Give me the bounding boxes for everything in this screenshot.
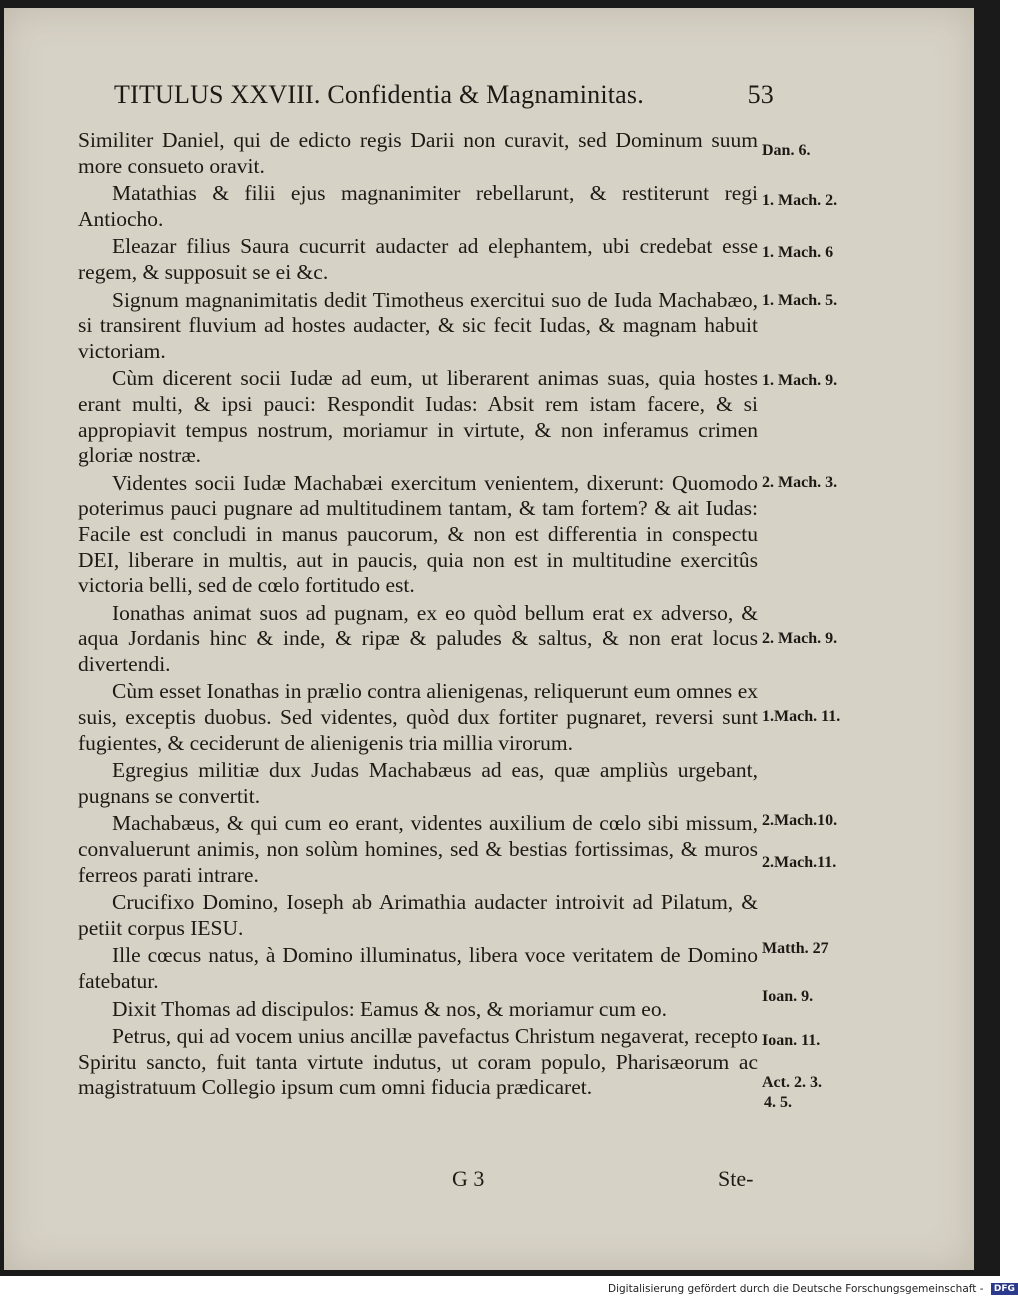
paragraph: Videntes socii Iudæ Machabæi exercitum venientem, dixerunt: Quomodo poterimus pauci pugnare ad multitudinem tantam, & tam fortem? & ait Iudas: Facile est concludi in manus paucorum, & non est differentia in conspectu DEI, liberare in multis, aut in paucis, quia non est in multitudine exercitûs victoria belli, sed de cœlo fortitudo est. <box>78 470 758 598</box>
paragraph: Ille cœcus natus, à Domino illuminatus, libera voce veritatem de Domino fatebatur. <box>78 943 758 993</box>
margin-ref: 2.Mach.10. <box>762 812 838 829</box>
running-head-title: TITULUS XXVIII. Confidentia & Magnaminitas. <box>114 80 644 109</box>
margin-ref: 1. Mach. 5. <box>762 292 838 309</box>
running-head <box>114 80 774 110</box>
page-number: 53 <box>747 80 774 109</box>
catchword: Ste- <box>718 1166 754 1191</box>
paragraph: Machabæus, & qui cum eo erant, videntes auxilium de cœlo sibi missum, convaluerunt animis, non solùm homines, sed & bestias fortissimas, & muros ferreos parati intrare. <box>78 811 758 887</box>
margin-ref: Matth. 27 <box>762 940 829 957</box>
margin-ref: Dan. 6. <box>762 142 811 159</box>
paragraph: Eleazar filius Saura cucurrit audacter ad elephantem, ubi credebat esse regem, & supposuit se ei &c. <box>78 234 758 284</box>
margin-ref: Act. 2. 3. <box>762 1074 822 1091</box>
margin-ref: 1. Mach. 9. <box>762 372 838 389</box>
digitization-credit <box>608 1283 1018 1295</box>
margin-ref: 2. Mach. 9. <box>762 630 838 647</box>
paragraph: Petrus, qui ad vocem unius ancillæ pavefactus Christum negaverat, recepto Spiritu sancto, fuit tanta virtute indutus, ut coram populo, Pharisæorum ac magistratuum Collegio ipsum cum omni fiducia prædicaret. <box>78 1024 758 1100</box>
margin-ref: 4. 5. <box>764 1094 792 1111</box>
paragraph: Matathias & filii ejus magnanimiter rebellarunt, & restiterunt regi Antiocho. <box>78 181 758 231</box>
signature-mark: G 3 <box>452 1166 485 1191</box>
paragraph: Cùm esset Ionathas in prælio contra alienigenas, reliquerunt eum omnes ex suis, exceptis duobus. Sed videntes, quòd dux fortiter pugnaret, reversi sunt fugientes, & ceciderunt de alienigenis tria millia virorum. <box>78 679 758 755</box>
margin-ref: Ioan. 9. <box>762 988 814 1005</box>
margin-ref: Ioan. 11. <box>762 1032 821 1049</box>
margin-ref: 1. Mach. 2. <box>762 192 838 209</box>
paragraph: Egregius militiæ dux Judas Machabæus ad eas, quæ ampliùs urgebant, pugnans se convertit. <box>78 758 758 808</box>
dfg-logo: DFG <box>991 1283 1018 1295</box>
paragraph: Dixit Thomas ad discipulos: Eamus & nos, & moriamur cum eo. <box>112 996 667 1021</box>
margin-ref: 2. Mach. 3. <box>762 474 838 491</box>
margin-ref: 1. Mach. 6 <box>762 244 834 261</box>
paragraph: Signum magnanimitatis dedit Timotheus exercitui suo de Iuda Machabæo, si transirent fluvium ad hostes audacter, & sic fecit Iudas, & magnam habuit victoriam. <box>78 287 758 363</box>
paragraph: Crucifixo Domino, Ioseph ab Arimathia audacter introivit ad Pilatum, & petiit corpus IESU. <box>78 890 758 940</box>
paragraph: Ionathas animat suos ad pugnam, ex eo quòd bellum erat ex adverso, & aqua Jordanis hinc & inde, & ripæ & paludes & saltus, & non erat locus divertendi. <box>78 600 758 676</box>
credit-text: Digitalisierung gefördert durch die Deutsche Forschungsgemeinschaft - <box>608 1283 984 1295</box>
paragraph: Cùm dicerent socii Iudæ ad eum, ut liberarent animas suas, quia hostes erant multi, & ipsi pauci: Respondit Iudas: Absit rem istam facere, & si appropiavit tempus nostrum, moriamur in virtute, & non inferamus crimen gloriæ nostræ. <box>78 366 758 468</box>
body-text <box>78 128 758 1103</box>
margin-ref: 2.Mach.11. <box>762 854 837 871</box>
paragraph: Similiter Daniel, qui de edicto regis Darii non curavit, sed Dominum suum more consueto oravit. <box>78 128 758 178</box>
margin-ref: 1.Mach. 11. <box>762 708 841 725</box>
